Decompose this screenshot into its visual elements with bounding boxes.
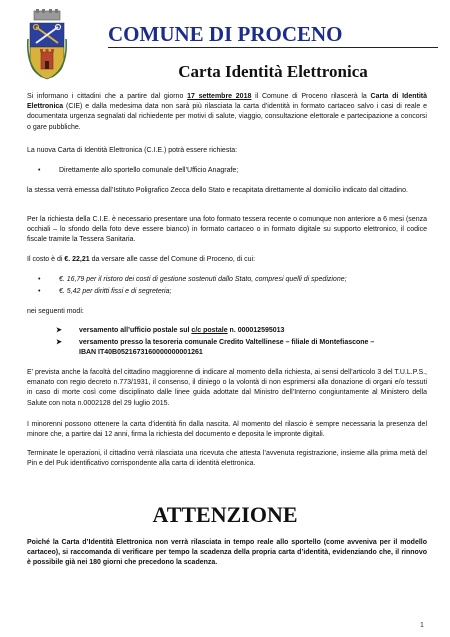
cie-name: Carta di Identità Elettronica [27,93,427,111]
postal-account-number: n. 000012595013 [227,327,285,334]
municipal-crest-logo [26,9,68,81]
bullet-dot-icon: • [38,276,41,283]
bullet-dot-icon: • [38,288,41,295]
intro-text-c: (CIE) e dalla medesima data non sarà più rilasciata la carta d’identità in formato cartaceo salvo i casi di reale e documentata urgenza segnalati dal richiedente per motivi di salute, viaggio, consultazione elettorale e partecipazione a concorsi o gare pubbliche. [27,103,427,131]
request-bullet: Direttamente allo sportello comunale dell’Ufficio Anagrafe; [59,167,239,174]
intro-text-a: Si informano i cittadini che a partire dal giorno [27,93,188,100]
payment-methods-intro: nei seguenti modi: [27,308,84,315]
minors-paragraph: I minorenni possono ottenere la carta d’identità fin dalla nascita. Al momento del rilascio è sempre necessaria la presenza del minore che, a partire dai 12 anni, firma la richiesta del documento e deposita le impronte digitali. [27,421,427,439]
attention-heading: ATTENZIONE [152,502,298,527]
treasury-text: versamento presso la tesoreria comunale Credito Valtellinese – filiale di Montefiascone – [79,339,375,346]
intro-text-b: il Comune di Proceno rilascerà la [251,93,371,100]
organ-donation-paragraph: E’ prevista anche la facoltà del cittadino maggiorenne di indicare al momento della richiesta, ai sensi dell’articolo 3 del T.U.L.P.S., emanato con regio decreto n.773/1931, il consenso, il diniego o la volontà di non esprimersi alla donazione di organi e/o tessuti in caso di morte così come disciplinato dalle linee guida adottate dal Ministro dell’Interno congiuntamente al Ministero della Salute con nota n.0002128 del 29 luglio 2015. [27,369,427,407]
cost-line [27,255,427,265]
municipality-title: COMUNE DI PROCENO [108,22,438,48]
request-intro: La nuova Carta di Identità Elettronica (C.I.E.) potrà essere richiesta: [27,147,238,154]
payment-treasury [79,338,424,358]
photo-requirements: Per la richiesta della C.I.E. è necessario presentare una foto formato tessera recente o comunque non anteriore a 6 mesi (senza occhiali – lo sfondo della foto deve essere bianco) in formato cartaceo o in formato digitale su supporto elettronico, il codice fiscale tramite la Tessera Sanitaria. [27,216,427,244]
issuance-note: la stessa verrà emessa dall’Istituto Poligrafico Zecca dello Stato e recapitata direttamente al domicilio indicato dal cittadino. [27,187,408,194]
start-date: 17 settembre 2018 [187,93,252,100]
document-title: Carta Identità Elettronica [178,62,368,81]
bullet-dot-icon: • [38,167,41,174]
treasury-iban: IBAN IT40B0521673160000000001261 [79,349,203,357]
cost-text-b: da versare alle casse del Comune di Proceno, di cui: [89,256,256,263]
arrow-bullet-icon: ➤ [56,339,62,346]
page-number: 1 [420,622,424,629]
arrow-bullet-icon: ➤ [56,327,62,334]
intro-paragraph [27,92,427,133]
cost-text-a: Il costo è di [27,256,65,263]
attention-paragraph: Poiché la Carta d’Identità Elettronica non verrà rilasciata in tempo reale allo sportello (come avveniva per il modello cartaceo), si raccomanda di verificare per tempo la scadenza della propria carta d’identità, evidenziando che, il rinnovo è possibile già nei 180 giorni che precedono la scadenza. [27,539,427,567]
payment-postal [79,326,424,336]
receipt-paragraph: Terminate le operazioni, il cittadino verrà rilasciata una ricevuta che attesta l’avvenuta registrazione, insieme alla prima metà del Pin e del Puk identificativo corrispondente alla carta di identità elettronica. [27,450,427,468]
cost-item: €. 5,42 per diritti fissi e di segreteria; [59,288,172,295]
postal-text-a: versamento all’ufficio postale sul [79,327,192,334]
cost-amount: €. 22,21 [64,256,90,263]
cost-item: €. 16,79 per il ristoro dei costi di gestione sostenuti dallo Stato, compresi quelli di spedizione; [59,276,347,283]
postal-account-label: c/c postale [191,327,228,334]
